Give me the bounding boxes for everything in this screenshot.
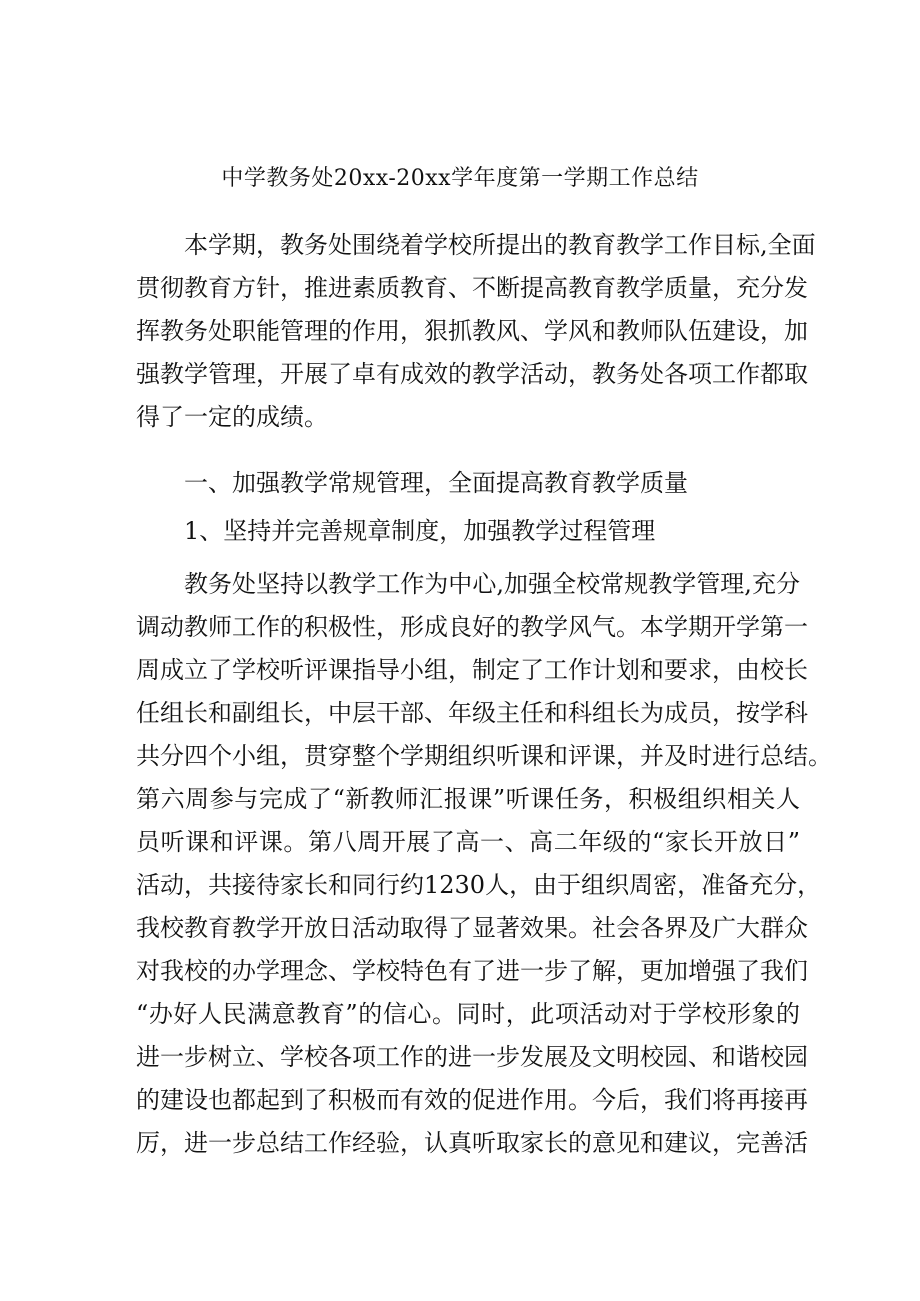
document-title: 中学教务处20xx-20xx学年度第一学期工作总结 xyxy=(221,166,699,191)
paragraph-line: 厉，进一步总结工作经验，认真听取家长的意见和建议，完善活 xyxy=(136,1129,808,1157)
subsection-heading: 1、坚持并完善规章制度，加强教学过程管理 xyxy=(184,517,656,545)
paragraph-line: 贯彻教育方针，推进素质教育、不断提高教育教学质量，充分发 xyxy=(136,274,808,302)
paragraph-line: 我校教育教学开放日活动取得了显著效果。社会各界及广大群众 xyxy=(136,914,808,942)
paragraph-line: 得了一定的成绩。 xyxy=(136,403,328,431)
body-paragraph xyxy=(136,563,832,1165)
paragraph-line: 调动教师工作的积极性，形成良好的教学风气。本学期开学第一 xyxy=(136,613,808,641)
paragraph-line: 的建设也都起到了积极而有效的促进作用。今后，我们将再接再 xyxy=(136,1086,808,1114)
paragraph-line: 本学期，教务处围绕着学校所提出的教育教学工作目标,全面 xyxy=(184,231,816,259)
section-heading: 一、加强教学常规管理，全面提高教育教学质量 xyxy=(184,469,688,497)
paragraph-line: “办好人民满意教育”的信心。同时，此项活动对于学校形象的 xyxy=(136,1000,800,1028)
paragraph-line: 员听课和评课。第八周开展了高一、高二年级的“家长开放日” xyxy=(136,828,800,856)
paragraph-line: 任组长和副组长，中层干部、年级主任和科组长为成员，按学科 xyxy=(136,699,808,727)
paragraph-line: 共分四个小组，贯穿整个学期组织听课和评课，并及时进行总结。 xyxy=(136,742,832,770)
paragraph-line: 第六周参与完成了“新教师汇报课”听课任务，积极组织相关人 xyxy=(136,785,800,813)
intro-paragraph xyxy=(136,224,816,439)
paragraph-line: 教务处坚持以教学工作为中心,加强全校常规教学管理,充分 xyxy=(184,570,800,598)
paragraph-line: 进一步树立、学校各项工作的进一步发展及文明校园、和谐校园 xyxy=(136,1043,808,1071)
paragraph-line: 强教学管理，开展了卓有成效的教学活动，教务处各项工作都取 xyxy=(136,360,808,388)
paragraph-line: 周成立了学校听评课指导小组，制定了工作计划和要求，由校长 xyxy=(136,656,808,684)
paragraph-line: 活动，共接待家长和同行约1230人，由于组织周密，准备充分， xyxy=(136,871,822,899)
paragraph-line: 对我校的办学理念、学校特色有了进一步了解，更加增强了我们 xyxy=(136,957,808,985)
paragraph-line: 挥教务处职能管理的作用，狠抓教风、学风和教师队伍建设，加 xyxy=(136,317,808,345)
